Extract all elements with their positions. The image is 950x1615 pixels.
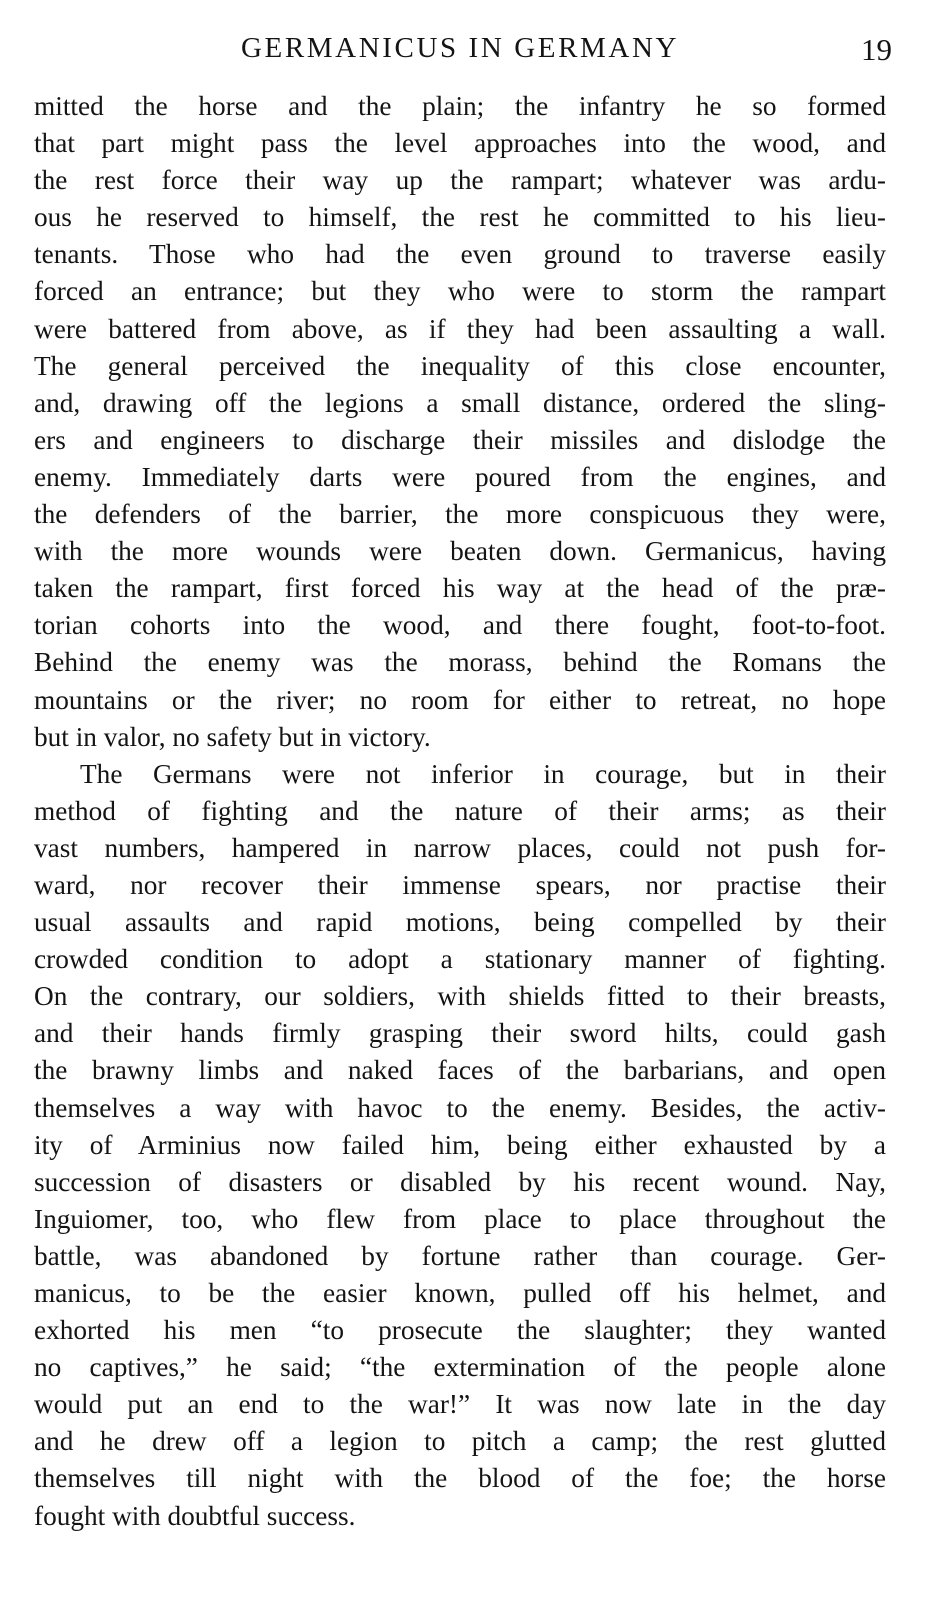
text-line: On the contrary, our soldiers, with shields fitted to their breasts, [34, 981, 886, 1012]
text-line: usual assaults and rapid motions, being compelled by their [34, 907, 886, 938]
text-line: Behind the enemy was the morass, behind the Romans the [34, 647, 886, 678]
text-line: The general perceived the inequality of this close encounter, [34, 350, 886, 381]
text-line: themselves a way with havoc to the enemy. Besides, the activ- [34, 1092, 886, 1123]
text-line: the rest force their way up the rampart; whatever was ardu- [34, 165, 886, 196]
text-line: no captives,” he said; “the extermination of the people alone [34, 1352, 886, 1383]
text-line: succession of disasters or disabled by his recent wound. Nay, [34, 1166, 886, 1197]
text-line: crowded condition to adopt a stationary manner of fighting. [34, 944, 886, 975]
text-line: method of fighting and the nature of their arms; as their [34, 795, 886, 826]
text-line: themselves till night with the blood of the foe; the horse [34, 1463, 886, 1494]
text-line: manicus, to be the easier known, pulled off his helmet, and [34, 1278, 886, 1308]
text-line: the brawny limbs and naked faces of the barbarians, and open [34, 1055, 886, 1086]
text-line: but in valor, no safety but in victory. [34, 721, 431, 752]
text-line: and he drew off a legion to pitch a camp; the rest glutted [34, 1426, 886, 1457]
text-line: the defenders of the barrier, the more conspicuous they were, [34, 499, 886, 530]
body-text [34, 88, 886, 1535]
running-head [34, 26, 892, 70]
text-line: exhorted his men “to prosecute the slaughter; they wanted [34, 1315, 886, 1346]
text-line: The Germans were not inferior in courage, but in their [80, 758, 886, 789]
text-line: torian cohorts into the wood, and there fought, foot-to-foot. [34, 610, 886, 641]
paragraph [34, 88, 886, 756]
text-line: with the more wounds were beaten down. Germanicus, having [34, 536, 886, 567]
page-number: 19 [861, 32, 892, 67]
text-line: tenants. Those who had the even ground to traverse easily [34, 239, 886, 270]
text-line: taken the rampart, first forced his way at the head of the præ- [34, 573, 886, 604]
text-line: and, drawing off the legions a small distance, ordered the sling- [34, 387, 886, 418]
text-line: mountains or the river; no room for either to retreat, no hope [34, 684, 886, 715]
text-line: were battered from above, as if they had been assaulting a wall. [34, 313, 886, 344]
text-line: would put an end to the war!” It was now late in the day [34, 1389, 886, 1420]
text-line: that part might pass the level approaches into the wood, and [34, 128, 886, 159]
paragraph [34, 756, 886, 1535]
running-title: GERMANICUS IN GERMANY [240, 32, 680, 64]
text-line: ous he reserved to himself, the rest he committed to his lieu- [34, 202, 886, 233]
text-line: Inguiomer, too, who flew from place to place throughout the [34, 1203, 886, 1234]
text-line: battle, was abandoned by fortune rather than courage. Ger- [34, 1240, 886, 1271]
text-line: enemy. Immediately darts were poured from the engines, and [34, 461, 886, 492]
text-line: and their hands firmly grasping their sword hilts, could gash [34, 1018, 886, 1049]
text-line: fought with doubtful success. [34, 1500, 356, 1531]
text-line: vast numbers, hampered in narrow places, could not push for- [34, 832, 886, 863]
text-line: ward, nor recover their immense spears, nor practise their [34, 869, 886, 900]
text-line: ers and engineers to discharge their missiles and dislodge the [34, 424, 886, 455]
text-line: ity of Arminius now failed him, being either exhausted by a [34, 1129, 886, 1160]
text-line: mitted the horse and the plain; the infantry he so formed [34, 91, 886, 121]
text-line: forced an entrance; but they who were to storm the rampart [34, 276, 886, 307]
